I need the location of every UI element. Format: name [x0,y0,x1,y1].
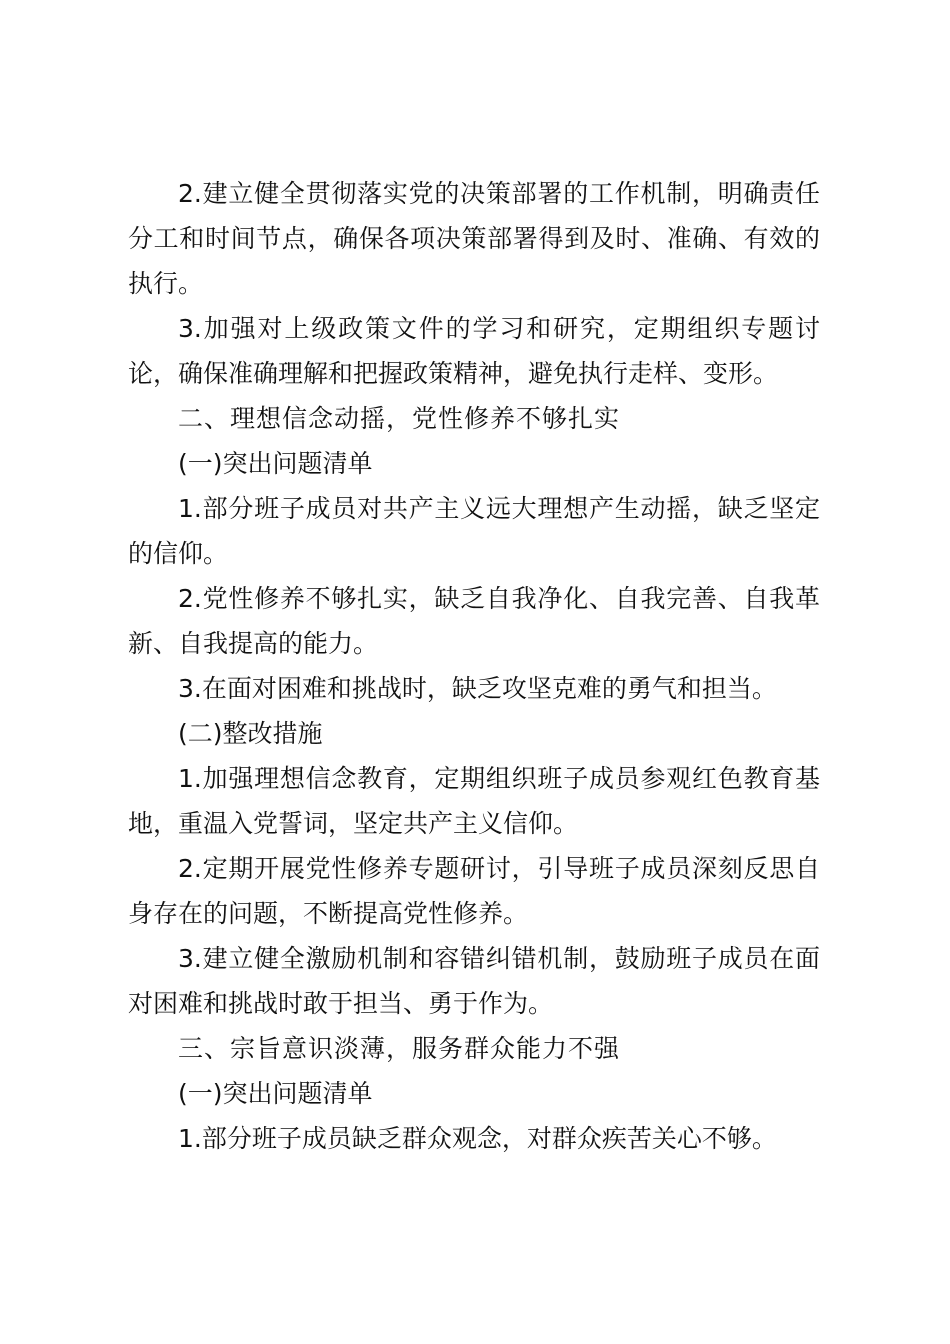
section-heading-2: 二、理想信念动摇，党性修养不够扎实 [178,404,621,433]
subheading-measures: (二)整改措施 [178,719,323,748]
subheading-problem-list-3: (一)突出问题清单 [178,1079,373,1108]
paragraph-problem-1: 1.部分班子成员对共产主义远大理想产生动摇，缺乏坚定的信仰。 [128,494,820,568]
paragraph-measure-2: 2.定期开展党性修养专题研讨，引导班子成员深刻反思自身存在的问题，不断提高党性修养。 [128,854,820,928]
paragraph-problem-3-1: 1.部分班子成员缺乏群众观念，对群众疾苦关心不够。 [178,1124,777,1153]
document-body [128,171,820,1161]
paragraph-measure-3: 3.建立健全激励机制和容错纠错机制，鼓励班子成员在面对困难和挑战时敢于担当、勇于作为。 [128,944,820,1018]
paragraph-problem-3: 3.在面对困难和挑战时，缺乏攻坚克难的勇气和担当。 [178,674,777,703]
paragraph-item-2-mechanism: 2.建立健全贯彻落实党的决策部署的工作机制，明确责任分工和时间节点，确保各项决策部署得到及时、准确、有效的执行。 [128,179,820,298]
section-heading-3: 三、宗旨意识淡薄，服务群众能力不强 [178,1034,621,1063]
paragraph-problem-2: 2.党性修养不够扎实，缺乏自我净化、自我完善、自我革新、自我提高的能力。 [128,584,820,658]
paragraph-item-3-policy-study: 3.加强对上级政策文件的学习和研究，定期组织专题讨论，确保准确理解和把握政策精神，避免执行走样、变形。 [128,314,820,388]
paragraph-measure-1: 1.加强理想信念教育，定期组织班子成员参观红色教育基地，重温入党誓词，坚定共产主义信仰。 [128,764,820,838]
subheading-problem-list: (一)突出问题清单 [178,449,373,478]
